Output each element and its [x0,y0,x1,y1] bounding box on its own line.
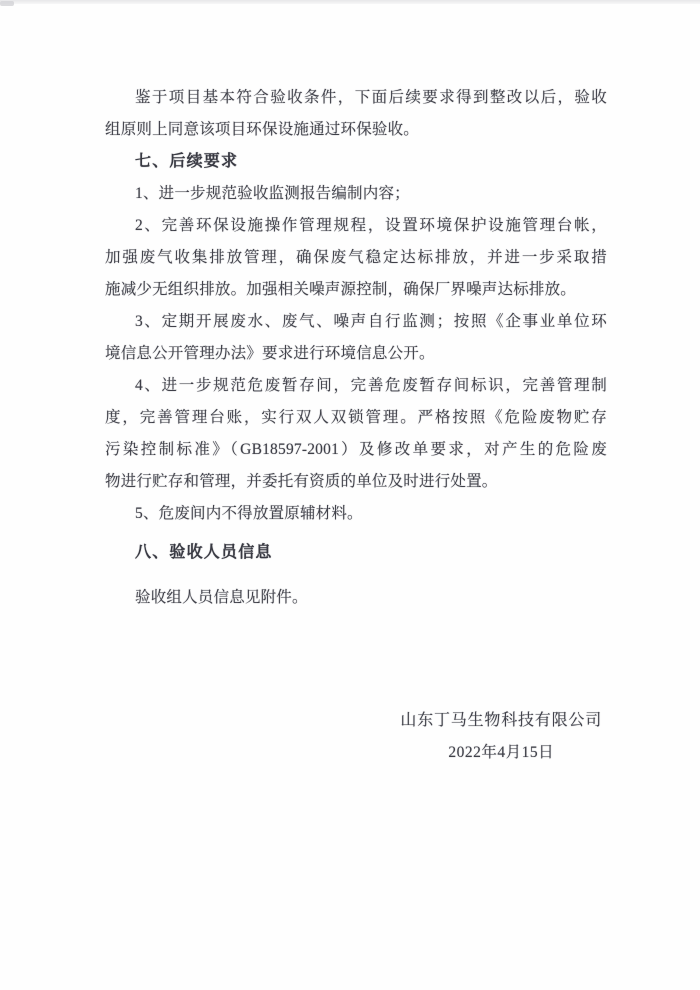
signature-company-name: 山东丁马生物科技有限公司 [400,712,602,729]
section7-heading: 七、后续要求 [135,153,239,170]
signature-block [105,705,602,769]
section7-item2-line-1: 2、完善环保设施操作管理规程，设置环境保护设施管理台帐， [135,217,607,234]
section7-item3-line-1: 3、定期开展废水、废气、噪声自行监测；按照《企事业单位环 [135,313,607,330]
section8-note-line-1: 验收组人员信息见附件。 [135,589,308,606]
section7-item2-line-2: 加强废气收集排放管理，确保废气稳定达标排放，并进一步采取措 [105,249,607,266]
section7-item3-line-2: 境信息公开管理办法》要求进行环境信息公开。 [105,345,435,362]
section7-item2-line-3: 施减少无组织排放。加强相关噪声源控制，确保厂界噪声达标排放。 [105,281,577,298]
section8-heading: 八、验收人员信息 [135,544,273,561]
signature-inner [400,705,602,769]
section7-item4-line-2: 度，完善管理台账，实行双人双锁管理。严格按照《危险废物贮存 [105,409,607,426]
signature-date: 2022年4月15日 [448,744,555,761]
intro-line-2: 组原则上同意该项目环保设施通过环保验收。 [105,121,420,138]
section7-item4-line-4: 物进行贮存和管理，并委托有资质的单位及时进行处置。 [105,473,498,490]
section7-item1-line-1: 1、进一步规范验收监测报告编制内容； [135,185,410,202]
intro-line-1: 鉴于项目基本符合验收条件，下面后续要求得到整改以后，验收 [135,89,607,106]
section7-item5-line-1: 5、危废间内不得放置原辅材料。 [135,505,363,522]
scan-corner-artifact [0,1,14,6]
document-content [105,0,607,769]
section7-item4-line-1: 4、进一步规范危废暂存间，完善危废暂存间标识，完善管理制 [135,377,607,394]
section7-item4-line-3: 污染控制标准》（GB18597-2001）及修改单要求，对产生的危险废 [105,441,607,458]
